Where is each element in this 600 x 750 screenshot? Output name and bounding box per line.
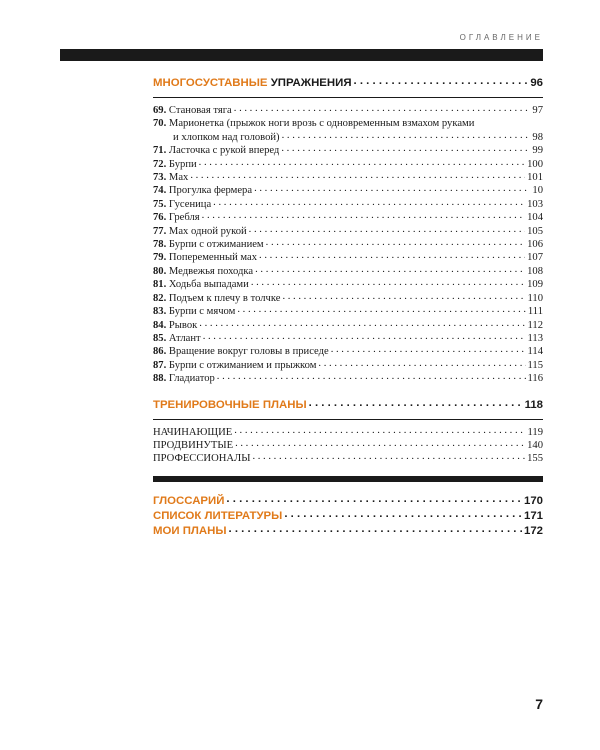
entry-number: 87. <box>153 359 167 371</box>
entry-label-wrap <box>153 251 257 264</box>
entry-page: 113 <box>527 332 543 344</box>
entry-number: 72. <box>153 158 167 170</box>
toc-entry[interactable] <box>153 359 543 372</box>
entry-label: Становая тяга <box>168 105 232 116</box>
toc-entry[interactable] <box>153 144 543 157</box>
page-number: 7 <box>535 696 543 712</box>
leader-dots <box>237 305 526 318</box>
toc-entry[interactable] <box>153 238 543 251</box>
entry-number: 73. <box>153 172 167 184</box>
entry-label: Медвежья походка <box>168 265 254 277</box>
toc-entry[interactable] <box>153 345 543 358</box>
toc-entry[interactable] <box>153 198 543 211</box>
leader-dots <box>234 104 531 117</box>
entry-page: 100 <box>527 158 543 170</box>
entry-label-cont: и хлопком над головой) <box>173 131 280 143</box>
entry-number: 88. <box>153 373 167 385</box>
appendix-title: ГЛОССАРИЙ <box>153 494 225 507</box>
entry-label-wrap <box>153 292 280 305</box>
running-head: ОГЛАВЛЕНИЕ <box>459 33 543 42</box>
leader-dots <box>318 359 525 372</box>
appendix-page: 172 <box>523 524 543 537</box>
entry-number: 77. <box>153 225 167 237</box>
leader-dots <box>228 524 522 539</box>
entry-label: Бурпи с отжиманием <box>168 239 264 251</box>
exercise-list <box>153 104 543 386</box>
toc-entry[interactable] <box>153 372 543 385</box>
toc-entry[interactable] <box>153 265 543 278</box>
entry-page: 110 <box>527 292 543 304</box>
entry-page: 107 <box>527 252 543 264</box>
toc-entry[interactable] <box>153 171 543 184</box>
leader-dots <box>255 265 525 278</box>
entry-page: 114 <box>527 346 543 358</box>
entry-number: 76. <box>153 212 167 224</box>
toc-entry[interactable] <box>153 292 543 305</box>
entry-label: Рывок <box>168 319 198 331</box>
entry-page: 119 <box>527 426 543 438</box>
entry-page: 99 <box>532 145 543 157</box>
leader-dots <box>281 144 530 157</box>
entry-label-wrap <box>153 225 247 238</box>
entry-label: Мах одной рукой <box>168 225 247 237</box>
entry-number: 83. <box>153 306 167 318</box>
appendix-page: 171 <box>523 509 543 522</box>
appendix-page: 170 <box>523 494 543 507</box>
appendix-title: МОИ ПЛАНЫ <box>153 524 227 537</box>
entry-label: Бурпи с мячом <box>168 306 236 318</box>
toc-entry[interactable] <box>153 305 543 318</box>
entry-page: 108 <box>527 265 543 277</box>
section-page: 118 <box>524 398 543 411</box>
section-title: ТРЕНИРОВОЧНЫЕ ПЛАНЫ <box>153 398 307 411</box>
entry-number: 86. <box>153 346 167 358</box>
toc-entry[interactable] <box>153 225 543 238</box>
leader-dots <box>199 158 525 171</box>
leader-dots <box>354 76 529 91</box>
entry-label: Бурпи <box>168 158 197 170</box>
entry-page: 115 <box>527 359 543 371</box>
appendix-title: СПИСОК ЛИТЕРАТУРЫ <box>153 509 283 522</box>
entry-page: 112 <box>527 319 543 331</box>
section-divider <box>153 97 543 98</box>
toc-entry[interactable] <box>153 158 543 171</box>
entry-label-wrap <box>153 359 316 372</box>
leader-dots <box>251 278 525 291</box>
entry-page: 101 <box>527 172 543 184</box>
entry-label-wrap <box>153 144 279 157</box>
toc-entry[interactable] <box>153 319 543 332</box>
leader-dots <box>217 372 526 385</box>
leader-dots <box>199 319 525 332</box>
entry-label-wrap <box>153 198 211 211</box>
leader-dots <box>259 251 525 264</box>
entry-number: 85. <box>153 332 167 344</box>
entry-number: 71. <box>153 145 167 157</box>
entry-label: Прогулка фермера <box>168 185 253 197</box>
toc-entry-plan[interactable] <box>153 452 543 465</box>
section-divider <box>153 419 543 420</box>
toc-entry-plan[interactable] <box>153 426 543 439</box>
appendix-list <box>153 494 543 539</box>
entry-label: Вращение вокруг головы в приседе <box>168 346 329 358</box>
entry-label-wrap <box>153 171 188 184</box>
toc-entry[interactable] <box>153 278 543 291</box>
leader-dots <box>284 509 522 524</box>
entry-number: 80. <box>153 265 167 277</box>
entry-label: Бурпи с отжиманием и прыжком <box>168 359 317 371</box>
entry-page: 155 <box>527 453 543 465</box>
entry-page: 104 <box>527 212 543 224</box>
leader-dots <box>203 332 526 345</box>
leader-dots <box>213 198 525 211</box>
entry-page: 111 <box>527 306 543 318</box>
leader-dots <box>202 211 525 224</box>
entry-label: Гребля <box>168 212 200 224</box>
section-title-accent: МНОГОСУСТАВНЫЕ <box>153 77 268 89</box>
toc-section-compound-exercises[interactable] <box>153 76 543 91</box>
toc-appendix-entry[interactable] <box>153 524 543 539</box>
toc-entry[interactable] <box>153 117 543 144</box>
entry-label-wrap <box>153 345 329 358</box>
entry-page: 98 <box>532 131 543 143</box>
entry-label: Ходьба выпадами <box>168 279 249 291</box>
toc-entry[interactable] <box>153 104 543 117</box>
plan-list <box>153 426 543 466</box>
entry-page: 10 <box>532 185 543 197</box>
entry-label: ПРОДВИНУТЫЕ <box>153 439 234 451</box>
leader-dots <box>266 238 525 251</box>
toc-entry-line2 <box>153 131 543 144</box>
entry-page: 105 <box>527 225 543 237</box>
entry-label: Марионетка (прыжок ноги врозь с одновременным взмахом руками <box>168 118 475 130</box>
entry-label: Мах <box>168 172 189 184</box>
entry-label: Гусеница <box>168 198 212 210</box>
entry-page: 97 <box>532 105 543 116</box>
leader-dots <box>309 398 523 413</box>
entry-page: 106 <box>527 239 543 251</box>
entry-label-wrap <box>153 278 249 291</box>
entry-label-wrap <box>153 238 264 251</box>
entry-number: 74. <box>153 185 167 197</box>
entry-label-wrap <box>153 319 197 332</box>
entry-label-wrap <box>153 265 253 278</box>
thick-divider <box>153 476 543 482</box>
entry-page: 140 <box>527 439 543 451</box>
entry-page: 103 <box>527 198 543 210</box>
entry-page: 116 <box>527 373 543 385</box>
toc-entry-line1 <box>153 117 543 130</box>
leader-dots <box>234 426 525 439</box>
entry-label: Атлант <box>168 332 201 344</box>
entry-number: 81. <box>153 279 167 291</box>
header-bar <box>60 49 543 61</box>
leader-dots <box>252 452 525 465</box>
entry-label: ПРОФЕССИОНАЛЫ <box>153 453 251 465</box>
entry-label-wrap <box>153 184 252 197</box>
leader-dots <box>254 184 530 197</box>
toc-appendix-entry[interactable] <box>153 509 543 524</box>
entry-label-wrap <box>153 305 235 318</box>
toc-appendix-entry[interactable] <box>153 494 543 509</box>
entry-number: 84. <box>153 319 167 331</box>
entry-label: Гладиатор <box>168 373 215 385</box>
entry-label: Попеременный мах <box>168 252 258 264</box>
toc-entry[interactable] <box>153 332 543 345</box>
leader-dots <box>226 494 522 509</box>
entry-label-wrap <box>153 158 197 171</box>
entry-label-wrap <box>153 332 201 345</box>
toc-section-training-plans[interactable] <box>153 398 543 413</box>
entry-label: Подъем к плечу в толчке <box>168 292 281 304</box>
entry-label: НАЧИНАЮЩИЕ <box>153 426 233 438</box>
entry-number: 82. <box>153 292 167 304</box>
entry-number: 78. <box>153 239 167 251</box>
entry-number: 70. <box>153 118 167 130</box>
table-of-contents <box>153 76 543 539</box>
leader-dots <box>235 439 525 452</box>
leader-dots <box>282 131 531 144</box>
entry-number: 79. <box>153 252 167 264</box>
entry-label-wrap <box>153 211 200 224</box>
toc-entry[interactable] <box>153 184 543 197</box>
toc-entry[interactable] <box>153 211 543 224</box>
leader-dots <box>249 225 525 238</box>
toc-entry-plan[interactable] <box>153 439 543 452</box>
leader-dots <box>331 345 526 358</box>
toc-entry[interactable] <box>153 251 543 264</box>
section-page: 96 <box>530 77 543 89</box>
section-title-rest: УПРАЖНЕНИЯ <box>270 77 352 89</box>
leader-dots <box>282 292 525 305</box>
entry-label-wrap <box>153 372 215 385</box>
entry-number: 75. <box>153 198 167 210</box>
entry-label-wrap <box>153 104 232 117</box>
leader-dots <box>190 171 525 184</box>
entry-page: 109 <box>527 279 543 291</box>
entry-label: Ласточка с рукой вперед <box>168 145 280 157</box>
entry-number: 69. <box>153 105 167 116</box>
